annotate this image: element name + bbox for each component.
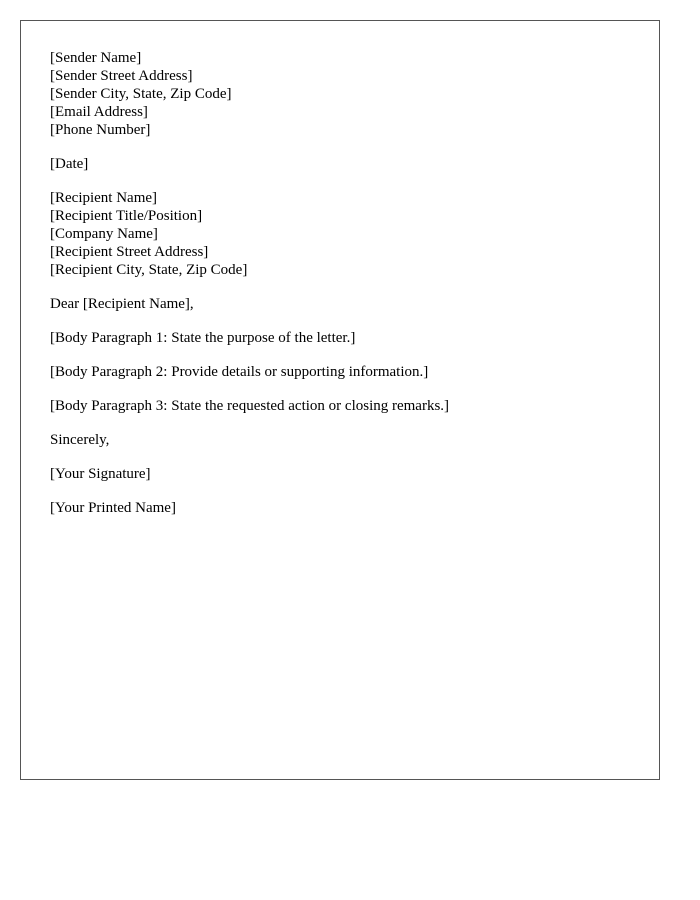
sender-street: [Sender Street Address] [50, 68, 193, 84]
recipient-title: [Recipient Title/Position] [50, 208, 203, 224]
closing: Sincerely, [50, 432, 110, 448]
salutation: Dear [Recipient Name], [50, 296, 194, 312]
letter-page [20, 20, 660, 780]
sender-email: [Email Address] [50, 104, 148, 120]
recipient-name: [Recipient Name] [50, 190, 158, 206]
sender-name: [Sender Name] [50, 50, 142, 66]
recipient-address-block [50, 189, 639, 279]
signature: [Your Signature] [50, 466, 151, 482]
body-paragraph-2: [Body Paragraph 2: Provide details or supporting information.] [50, 364, 429, 380]
recipient-company: [Company Name] [50, 226, 158, 242]
body-paragraph-1: [Body Paragraph 1: State the purpose of the letter.] [50, 330, 356, 346]
recipient-city-state-zip: [Recipient City, State, Zip Code] [50, 262, 248, 278]
letter-content [50, 49, 639, 533]
sender-phone: [Phone Number] [50, 122, 151, 138]
sender-address-block [50, 49, 639, 139]
body-paragraph-3: [Body Paragraph 3: State the requested action or closing remarks.] [50, 398, 450, 414]
recipient-street: [Recipient Street Address] [50, 244, 209, 260]
letter-date: [Date] [50, 156, 89, 172]
sender-city-state-zip: [Sender City, State, Zip Code] [50, 86, 232, 102]
printed-name: [Your Printed Name] [50, 500, 176, 516]
